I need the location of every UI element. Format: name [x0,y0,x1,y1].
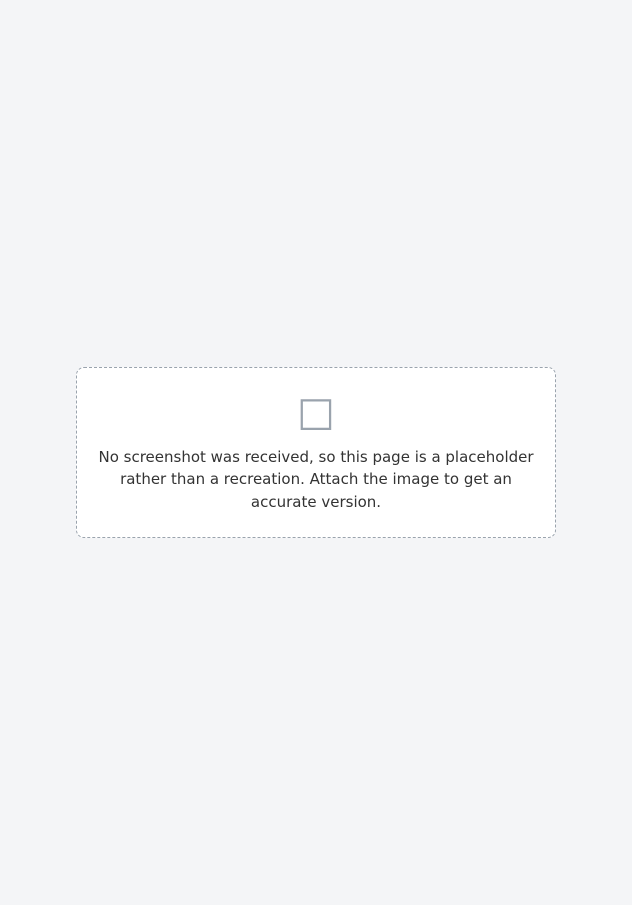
notice-message: No screenshot was received, so this page is a placeholder rather than a recreation. Attach the image to get an accurate version. [98,447,534,511]
image-unavailable-icon: □ [297,388,335,435]
missing-image-notice [76,367,556,539]
